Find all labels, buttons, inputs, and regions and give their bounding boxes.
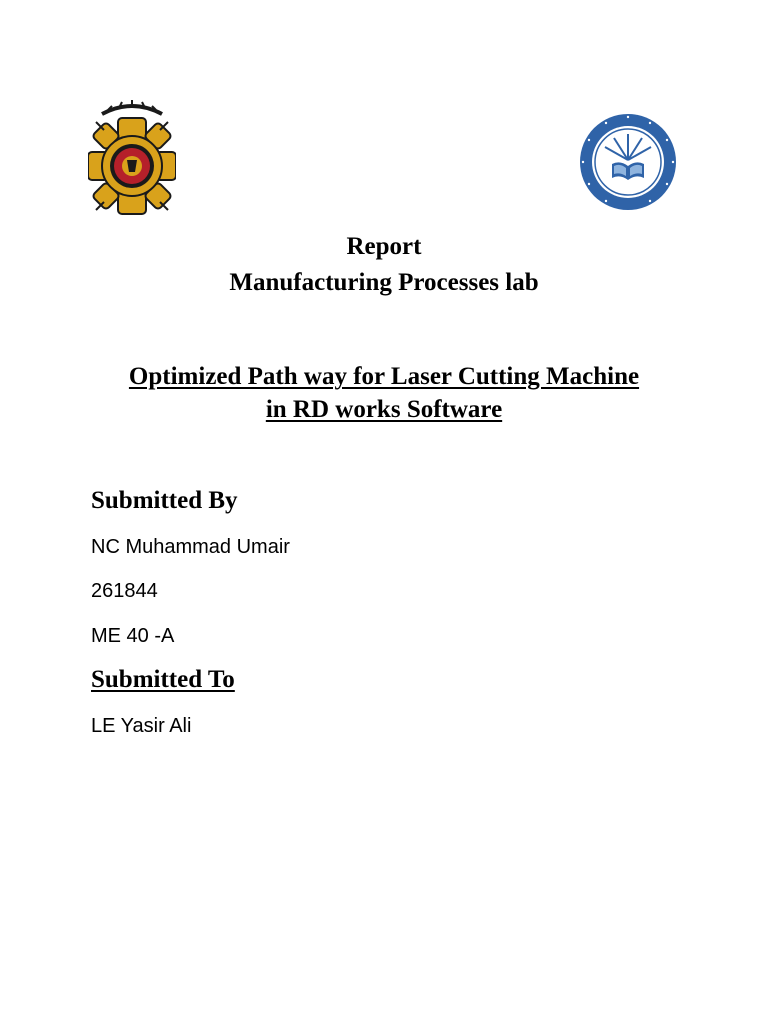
report-title: Report (346, 233, 422, 260)
university-seal-logo (578, 112, 678, 212)
student-id: 261844 (91, 580, 158, 602)
course-title: Manufacturing Processes lab (229, 269, 539, 296)
submitted-by-heading: Submitted By (91, 487, 238, 514)
student-name: NC Muhammad Umair (91, 536, 290, 558)
topic-title-line-2: in RD works Software (265, 396, 503, 423)
university-seal-icon (578, 112, 678, 212)
topic-title-line-1: Optimized Path way for Laser Cutting Machine (128, 363, 640, 390)
submitted-to-heading: Submitted To (91, 666, 235, 693)
crest-icon (88, 100, 176, 216)
class-section: ME 40 -A (91, 625, 175, 647)
instructor-name: LE Yasir Ali (91, 715, 192, 737)
college-crest-logo (88, 100, 176, 216)
